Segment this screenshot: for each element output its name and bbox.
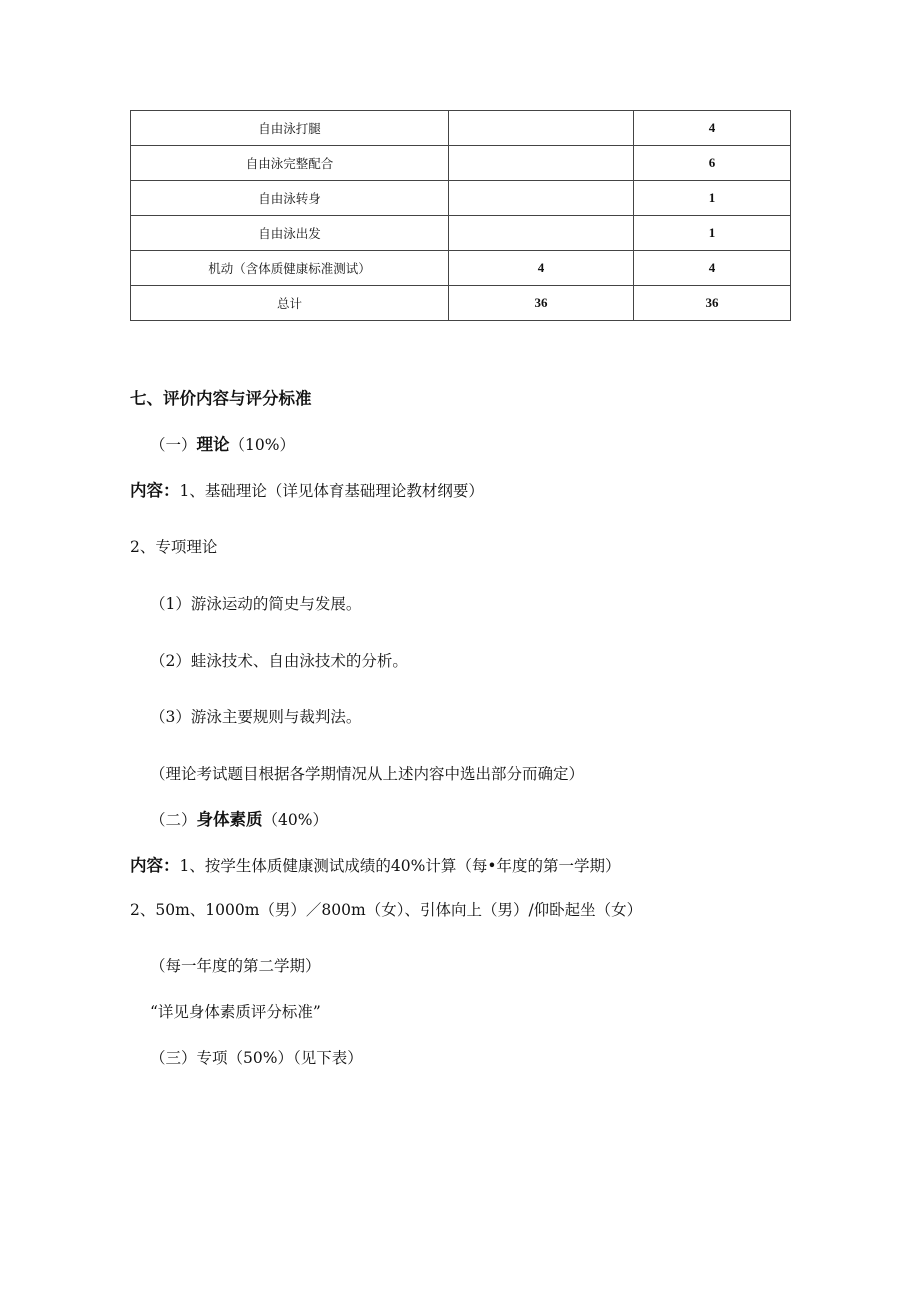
table-cell-col3: 4 <box>634 111 791 146</box>
class-hours-table <box>130 110 791 321</box>
table-row <box>131 146 791 181</box>
fitness-prefix: （二） <box>150 811 197 829</box>
theory-subitem-1: （1）游泳运动的简史与发展。 <box>150 595 362 613</box>
fitness-percentage: （40%） <box>262 811 328 829</box>
content-label: 内容： <box>130 856 180 875</box>
theory-note: （理论考试题目根据各学期情况从上述内容中选出部分而确定） <box>150 765 585 783</box>
special-heading: （三）专项（50%）（见下表） <box>150 1049 363 1067</box>
table-row <box>131 251 791 286</box>
table-cell-col3: 36 <box>634 286 791 321</box>
table-cell-col2 <box>449 216 634 251</box>
theory-heading <box>150 431 295 455</box>
table-cell-col3: 4 <box>634 251 791 286</box>
fitness-item-1 <box>130 852 620 876</box>
fitness-item-1-text: 1、按学生体质健康测试成绩的40%计算（每•年度的第一学期） <box>179 857 621 875</box>
table-cell-col3: 6 <box>634 146 791 181</box>
table-cell-col2: 36 <box>449 286 634 321</box>
fitness-item-2: 2、50m、1000m（男）／800m（女）、引体向上（男）/仰卧起坐（女） <box>130 901 643 919</box>
table-row <box>131 111 791 146</box>
theory-item-1 <box>130 477 484 501</box>
section-heading: 七、评价内容与评分标准 <box>130 389 312 408</box>
table-cell-col2: 4 <box>449 251 634 286</box>
fitness-reference: “详见身体素质评分标准” <box>150 1003 321 1021</box>
theory-subitem-2: （2）蛙泳技术、自由泳技术的分析。 <box>150 652 408 670</box>
theory-percentage: （10%） <box>229 436 295 454</box>
table-cell-item: 自由泳出发 <box>131 216 449 251</box>
theory-title: 理论 <box>196 435 230 454</box>
table-cell-col2 <box>449 111 634 146</box>
table-cell-item: 总计 <box>131 286 449 321</box>
theory-subitem-3: （3）游泳主要规则与裁判法。 <box>150 708 362 726</box>
content-label: 内容： <box>130 481 180 500</box>
table-cell-col3: 1 <box>634 216 791 251</box>
fitness-title: 身体素质 <box>196 810 263 829</box>
table-row <box>131 286 791 321</box>
table-row <box>131 216 791 251</box>
table-cell-item: 自由泳完整配合 <box>131 146 449 181</box>
fitness-heading <box>150 806 328 830</box>
theory-prefix: （一） <box>150 436 197 454</box>
fitness-item-2-note: （每一年度的第二学期） <box>150 957 321 975</box>
table-cell-col2 <box>449 181 634 216</box>
table-cell-col3: 1 <box>634 181 791 216</box>
table-cell-item: 机动（含体质健康标准测试） <box>131 251 449 286</box>
table-cell-item: 自由泳转身 <box>131 181 449 216</box>
table-cell-col2 <box>449 146 634 181</box>
table-cell-item: 自由泳打腿 <box>131 111 449 146</box>
theory-item-2: 2、专项理论 <box>130 538 218 556</box>
table-row <box>131 181 791 216</box>
theory-item-1-text: 1、基础理论（详见体育基础理论教材纲要） <box>179 482 484 500</box>
